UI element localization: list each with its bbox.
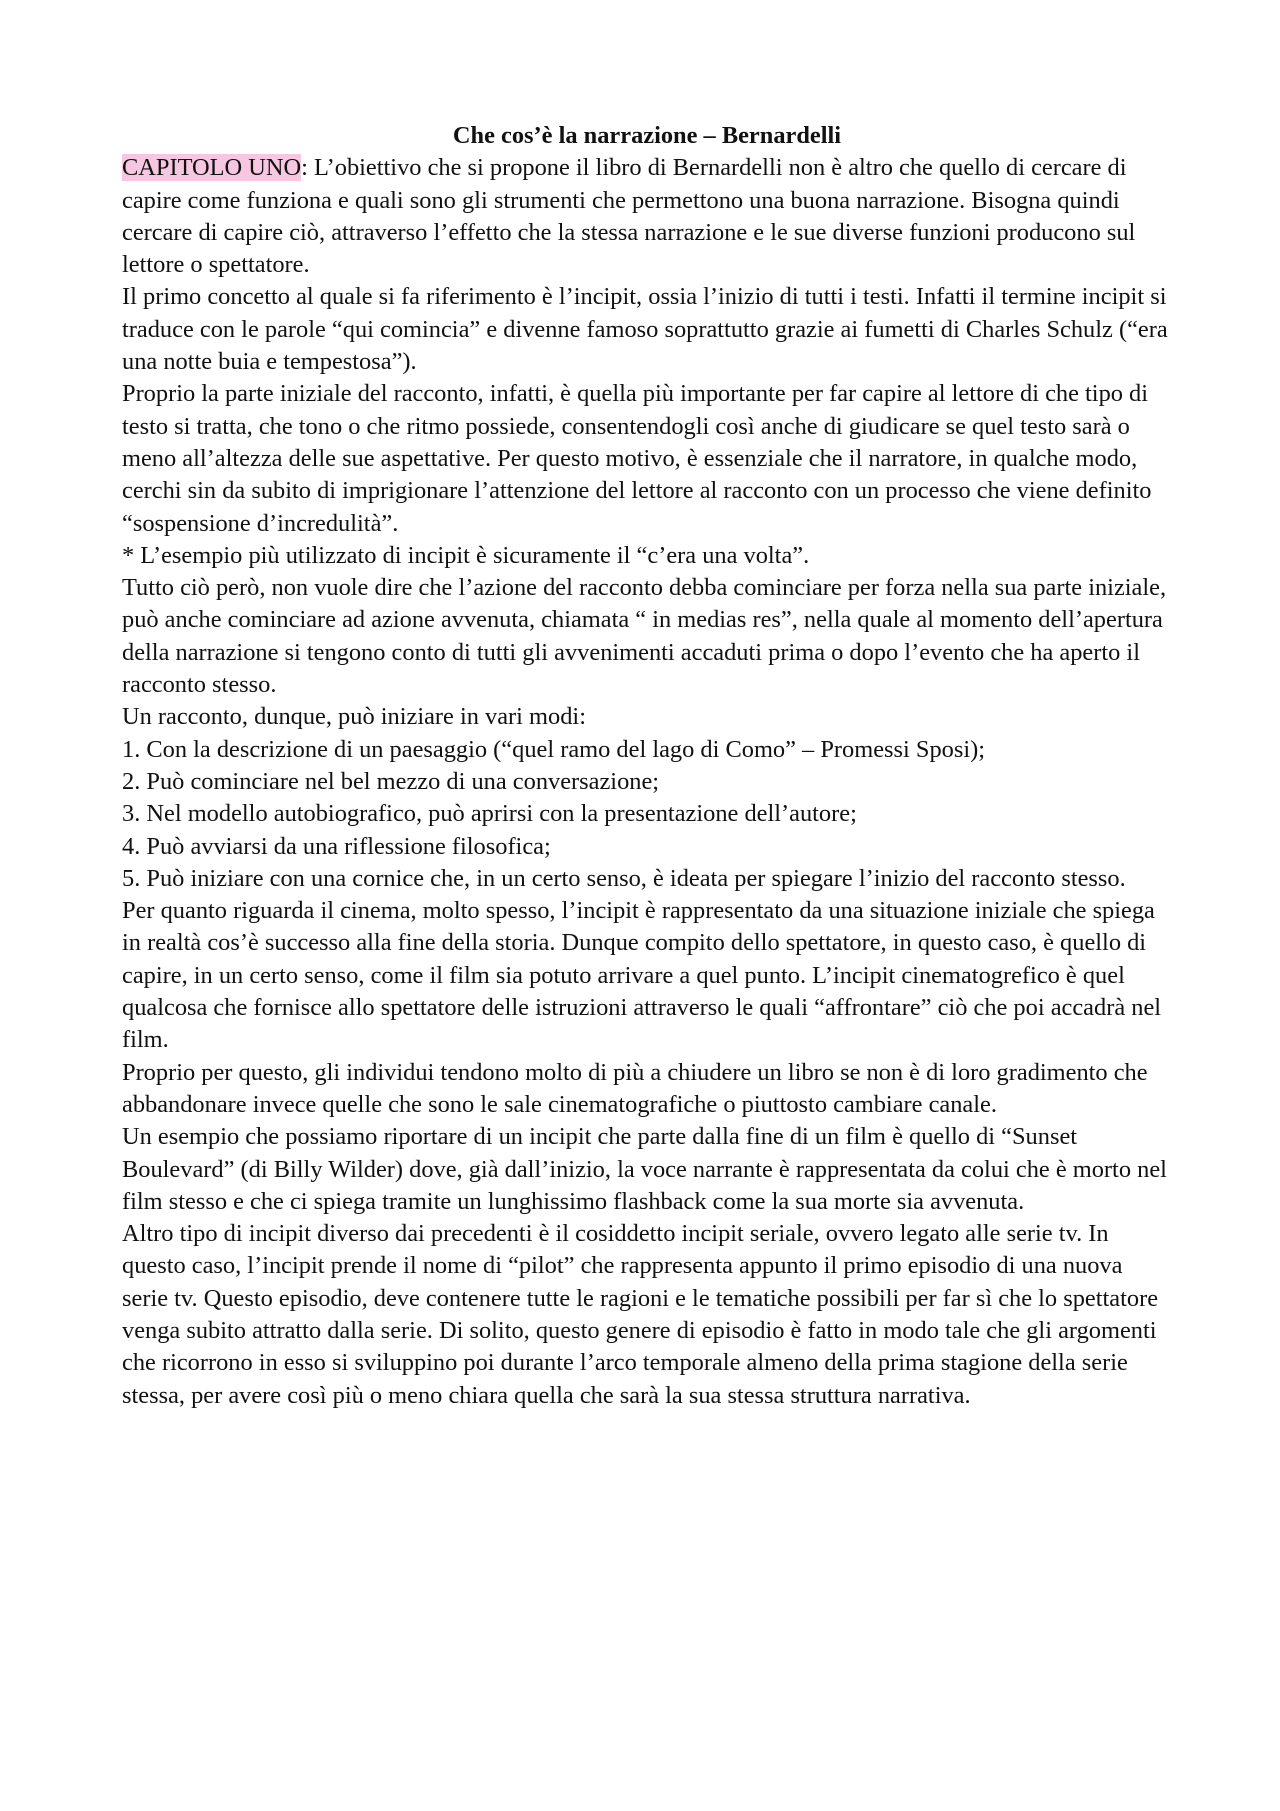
- chapter-label-highlight: CAPITOLO UNO: [122, 154, 302, 182]
- paragraph: Il primo concetto al quale si fa riferimento è l’incipit, ossia l’inizio di tutti i testi. Infatti il termine incipit si traduce con le parole “qui comincia” e divenne famoso soprattutto grazie ai fumetti di Charles Schulz (“era una notte buia e tempestosa”).: [122, 283, 1168, 376]
- document-title: Che cos’è la narrazione – Bernardelli: [452, 122, 842, 149]
- paragraph: Proprio per questo, gli individui tendono molto di più a chiudere un libro se non è di loro gradimento che abbandonare invece quelle che sono le sale cinematografiche o piuttosto cambiare canale.: [122, 1058, 1148, 1118]
- paragraph: Un racconto, dunque, può iniziare in vari modi:: [122, 703, 586, 731]
- chapter-intro-paragraph: [122, 152, 1172, 281]
- list-item: 3. Nel modello autobiografico, può aprirsi con la presentazione dell’autore;: [122, 800, 857, 828]
- list-item: 2. Può cominciare nel bel mezzo di una conversazione;: [122, 767, 660, 795]
- document-body: [122, 120, 1172, 1412]
- list-item: 5. Può iniziare con una cornice che, in un certo senso, è ideata per spiegare l’inizio del racconto stesso.: [122, 864, 1126, 892]
- paragraph: Un esempio che possiamo riportare di un incipit che parte dalla fine di un film è quello di “Sunset Boulevard” (di Billy Wilder) dove, già dall’inizio, la voce narrante è rappresentata da colui che è morto nel film stesso e che ci spiega tramite un lunghissimo flashback come la sua morte sia avvenuta.: [122, 1123, 1167, 1215]
- chapter-intro-text: : L’obiettivo che si propone il libro di Bernardelli non è altro che quello di cercare di capire come funziona e quali sono gli strumenti che permettono una buona narrazione. Bisogna quindi cercare di capire ciò, attraverso l’effetto che la stessa narrazione e le sue diverse funzioni producono sul lettore o spettatore.: [122, 154, 1136, 279]
- paragraph: Proprio la parte iniziale del racconto, infatti, è quella più importante per far capire al lettore di che tipo di testo si tratta, che tono o che ritmo possiede, consentendogli così anche di giudicare se quel testo sarà o meno all’altezza delle sue aspettative. Per questo motivo, è essenziale che il narratore, in qualche modo, cerchi sin da subito di imprigionare l’attenzione del lettore al racconto con un processo che viene definito “sospensione d’incredulità”.: [122, 380, 1152, 537]
- list-item: 4. Può avviarsi da una riflessione filosofica;: [122, 832, 551, 860]
- paragraph: Altro tipo di incipit diverso dai precedenti è il cosiddetto incipit seriale, ovvero legato alle serie tv. In questo caso, l’incipit prende il nome di “pilot” che rappresenta appunto il primo episodio di una nuova serie tv. Questo episodio, deve contenere tutte le ragioni e le tematiche possibili per far sì che lo spettatore venga subito attratto dalla serie. Di solito, questo genere di episodio è fatto in modo tale che gli argomenti che ricorrono in esso si sviluppino poi durante l’arco temporale almeno della prima stagione della serie stessa, per avere così più o meno chiara quella che sarà la sua stessa struttura narrativa.: [122, 1220, 1159, 1409]
- paragraph: Tutto ciò però, non vuole dire che l’azione del racconto debba cominciare per forza nella sua parte iniziale, può anche cominciare ad azione avvenuta, chiamata “ in medias res”, nella quale al momento dell’apertura della narrazione si tengono conto di tutti gli avvenimenti accaduti prima o dopo l’evento che ha aperto il racconto stesso.: [122, 574, 1167, 699]
- list-item: 1. Con la descrizione di un paesaggio (“quel ramo del lago di Como” – Promessi Sposi);: [122, 735, 985, 763]
- paragraph: Per quanto riguarda il cinema, molto spesso, l’incipit è rappresentato da una situazione iniziale che spiega in realtà cos’è successo alla fine della storia. Dunque compito dello spettatore, in questo caso, è quello di capire, in un certo senso, come il film sia potuto arrivare a quel punto. L’incipit cinematogrefico è quel qualcosa che fornisce allo spettatore delle istruzioni attraverso le quali “affrontare” ciò che poi accadrà nel film.: [122, 897, 1162, 1054]
- paragraph: * L’esempio più utilizzato di incipit è sicuramente il “c’era una volta”.: [122, 541, 810, 569]
